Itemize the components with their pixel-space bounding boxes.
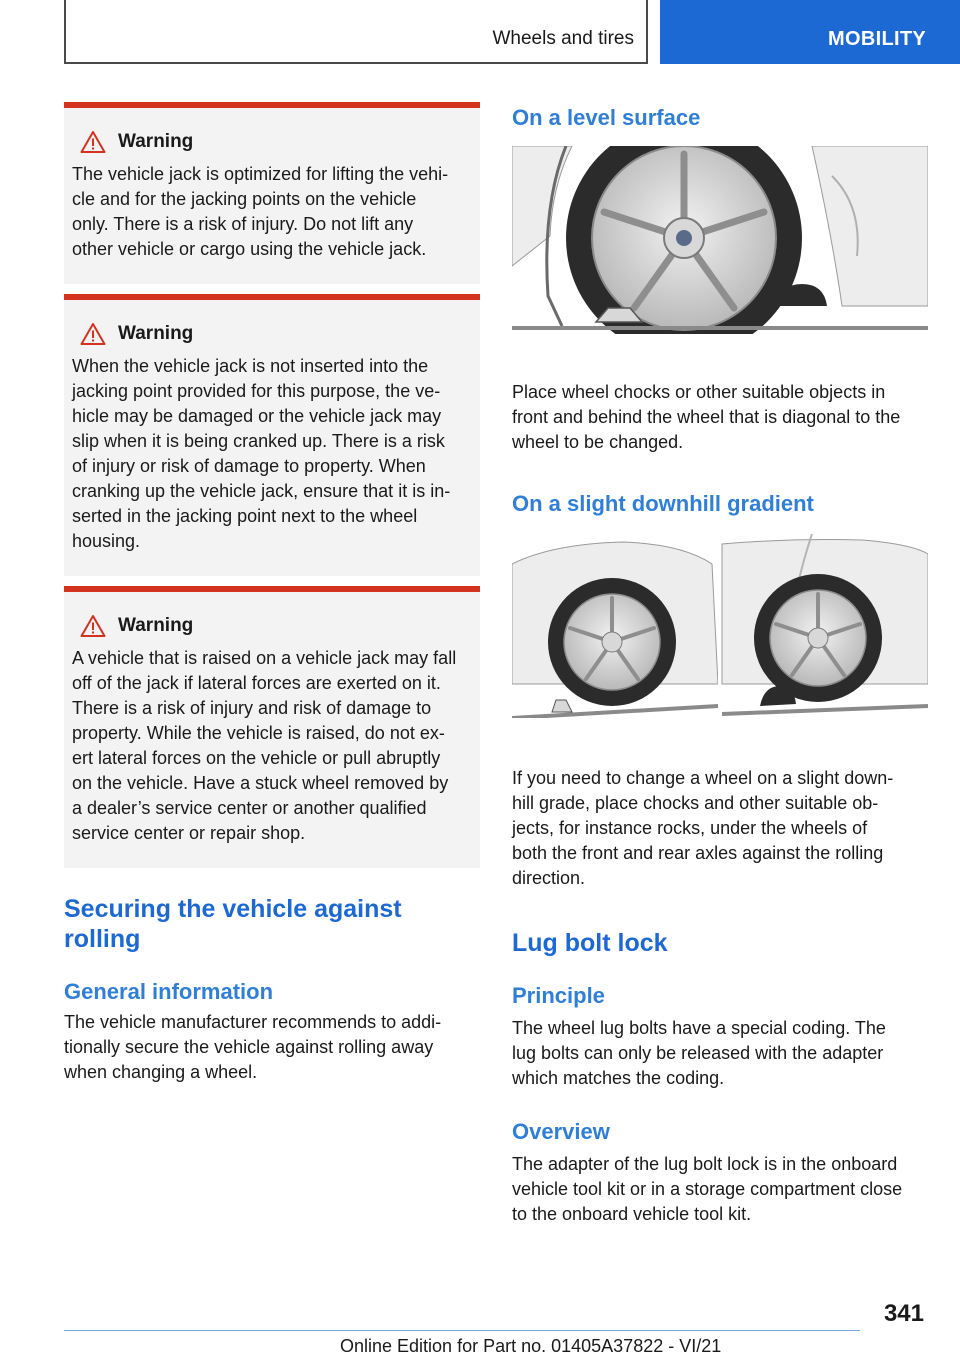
warning-line: cle and for the jacking points on the vehicle xyxy=(72,189,417,209)
general-information-text xyxy=(64,1010,480,1085)
warning-triangle-icon xyxy=(80,130,106,154)
warning-line: property. While the vehicle is raised, do not ex- xyxy=(72,723,445,743)
warning-line: of injury or risk of damage to property. When xyxy=(72,456,426,476)
text-line: hill grade, place chocks and other suitable ob- xyxy=(512,793,879,813)
text-line: which matches the coding. xyxy=(512,1068,725,1088)
text-line: direction. xyxy=(512,868,586,888)
warning-text xyxy=(72,162,472,262)
section-heading-lug-bolt-lock: Lug bolt lock xyxy=(512,929,668,957)
warning-line: cranking up the vehicle jack, ensure that it is in- xyxy=(72,481,451,501)
text-line: wheel to be changed. xyxy=(512,432,684,452)
section-heading-securing xyxy=(64,894,480,954)
warning-line: on the vehicle. Have a stuck wheel removed by xyxy=(72,773,449,793)
warning-line: service center or repair shop. xyxy=(72,823,306,843)
warning-line: housing. xyxy=(72,531,141,551)
footer-divider xyxy=(64,1330,860,1331)
downhill-gradient-illustration xyxy=(512,534,928,718)
overview-text xyxy=(512,1152,932,1227)
warning-title: Warning xyxy=(118,323,194,344)
text-line: Place wheel chocks or other suitable objects in xyxy=(512,382,886,402)
warning-triangle-icon xyxy=(80,322,106,346)
text-line: both the front and rear axles against the rolling xyxy=(512,843,884,863)
text-line: front and behind the wheel that is diagonal to the xyxy=(512,407,901,427)
text-line: The wheel lug bolts have a special coding. The xyxy=(512,1018,886,1038)
subheading-level-surface: On a level surface xyxy=(512,105,701,130)
text-line: tionally secure the vehicle against rolling away xyxy=(64,1037,434,1057)
text-line: when changing a wheel. xyxy=(64,1062,258,1082)
warning-box-lateral-forces xyxy=(64,586,480,868)
warning-line: slip when it is being cranked up. There is a risk xyxy=(72,431,445,451)
header-chapter-tab xyxy=(660,0,960,64)
heading-line: rolling xyxy=(64,925,141,953)
subheading-downhill-gradient: On a slight downhill gradient xyxy=(512,491,814,516)
downhill-gradient-text xyxy=(512,766,932,891)
heading-line: Securing the vehicle against xyxy=(64,895,402,923)
warning-line: other vehicle or cargo using the vehicle jack. xyxy=(72,239,427,259)
warning-text xyxy=(72,646,472,846)
warning-triangle-icon xyxy=(80,614,106,638)
warning-line: The vehicle jack is optimized for lifting the vehi- xyxy=(72,164,449,184)
warning-line: There is a risk of injury and risk of damage to xyxy=(72,698,432,718)
warning-line: hicle may be damaged or the vehicle jack may xyxy=(72,406,442,426)
header-chapter-title: MOBILITY xyxy=(828,28,926,50)
level-surface-text xyxy=(512,380,932,455)
level-surface-illustration xyxy=(512,146,928,334)
warning-line: When the vehicle jack is not inserted into the xyxy=(72,356,429,376)
warning-box-jack-usage xyxy=(64,102,480,284)
subheading-principle: Principle xyxy=(512,983,605,1008)
warning-line: off of the jack if lateral forces are exerted on it. xyxy=(72,673,441,693)
subheading-overview: Overview xyxy=(512,1119,610,1144)
warning-line: only. There is a risk of injury. Do not lift any xyxy=(72,214,414,234)
text-line: vehicle tool kit or in a storage compartment close xyxy=(512,1179,903,1199)
text-line: If you need to change a wheel on a slight down- xyxy=(512,768,894,788)
warning-text xyxy=(72,354,472,554)
warning-line: ert lateral forces on the vehicle or pull abruptly xyxy=(72,748,441,768)
text-line: to the onboard vehicle tool kit. xyxy=(512,1204,752,1224)
header-section-title: Wheels and tires xyxy=(492,28,634,49)
warning-box-jacking-point xyxy=(64,294,480,576)
text-line: The adapter of the lug bolt lock is in the onboard xyxy=(512,1154,898,1174)
header-section-box xyxy=(64,0,648,64)
warning-title: Warning xyxy=(118,615,194,636)
warning-line: a dealer’s service center or another qualified xyxy=(72,798,427,818)
subheading-general-information: General information xyxy=(64,979,274,1004)
warning-line: A vehicle that is raised on a vehicle jack may fall xyxy=(72,648,457,668)
text-line: lug bolts can only be released with the adapter xyxy=(512,1043,884,1063)
footer-edition-text: Online Edition for Part no. 01405A37822 - VI/21 xyxy=(340,1336,722,1356)
page-number: 341 xyxy=(883,1300,924,1327)
text-line: jects, for instance rocks, under the wheels of xyxy=(512,818,868,838)
warning-line: jacking point provided for this purpose, the ve- xyxy=(72,381,441,401)
warning-line: serted in the jacking point next to the wheel xyxy=(72,506,418,526)
warning-title: Warning xyxy=(118,131,194,152)
principle-text xyxy=(512,1016,932,1091)
text-line: The vehicle manufacturer recommends to addi- xyxy=(64,1012,442,1032)
